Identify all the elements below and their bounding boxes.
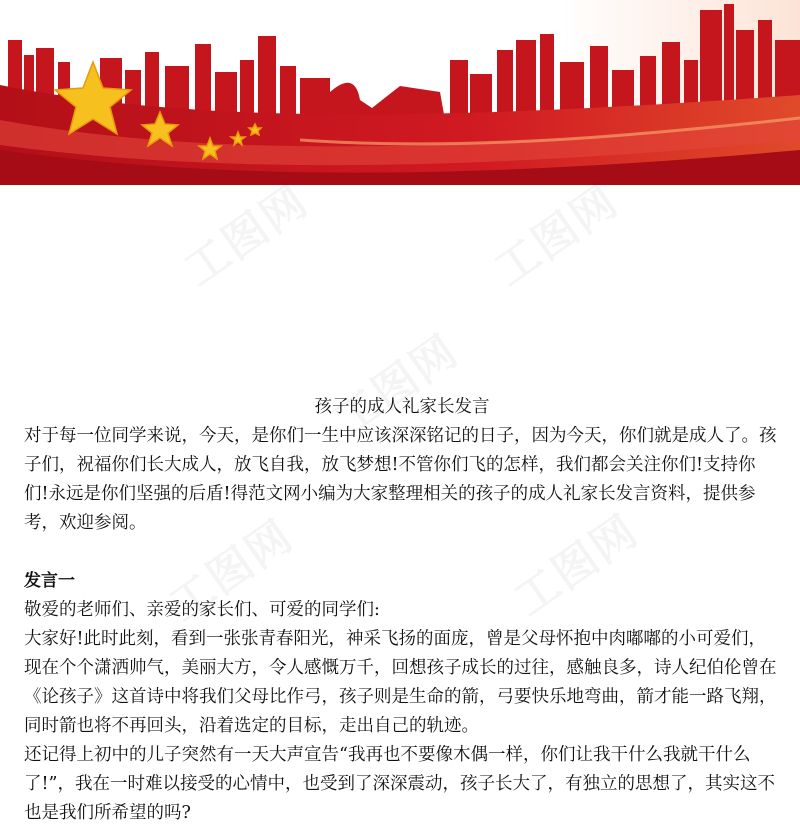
intro-paragraph: 对于每一位同学来说，今天，是你们一生中应该深深铭记的日子，因为今天，你们就是成人了。孩子们，祝福你们长大成人，放飞自我，放飞梦想!不管你们飞的怎样，我们都会关注你们!支持你们!永远是你们坚强的后盾!得范文网小编为大家整理相关的孩子的成人礼家长发言资料，提供参考，欢迎参阅。 bbox=[24, 426, 777, 533]
header-banner bbox=[0, 0, 800, 185]
document-body bbox=[24, 393, 780, 828]
section-heading: 发言一 bbox=[24, 571, 75, 591]
speech-paragraph-2: 还记得上初中的儿子突然有一天大声宣告“我再也不要像木偶一样，你们让我干什么我就干什么了!”，我在一时难以接受的心情中，也受到了深深震动，孩子长大了，有独立的思想了，其实这不也是我们所希望的吗? bbox=[24, 745, 775, 823]
watermark bbox=[479, 166, 629, 298]
document-title: 孩子的成人礼家长发言 bbox=[314, 397, 490, 417]
greeting-line: 敬爱的老师们、亲爱的家长们、可爱的同学们: bbox=[24, 600, 380, 620]
watermark bbox=[169, 166, 319, 298]
paragraph-gap bbox=[24, 538, 780, 567]
speech-paragraph-1: 大家好!此时此刻，看到一张张青春阳光，神采飞扬的面庞，曾是父母怀抱中肉嘟嘟的小可爱们，现在个个潇洒帅气，美丽大方，令人感慨万千，回想孩子成长的过往，感触良多，诗人纪伯伦曾在《论孩子》这首诗中将我们父母比作弓，孩子则是生命的箭，弓要快乐地弯曲，箭才能一路飞翔，同时箭也将不再回头，沿着选定的目标，走出自己的轨迹。 bbox=[24, 629, 777, 736]
